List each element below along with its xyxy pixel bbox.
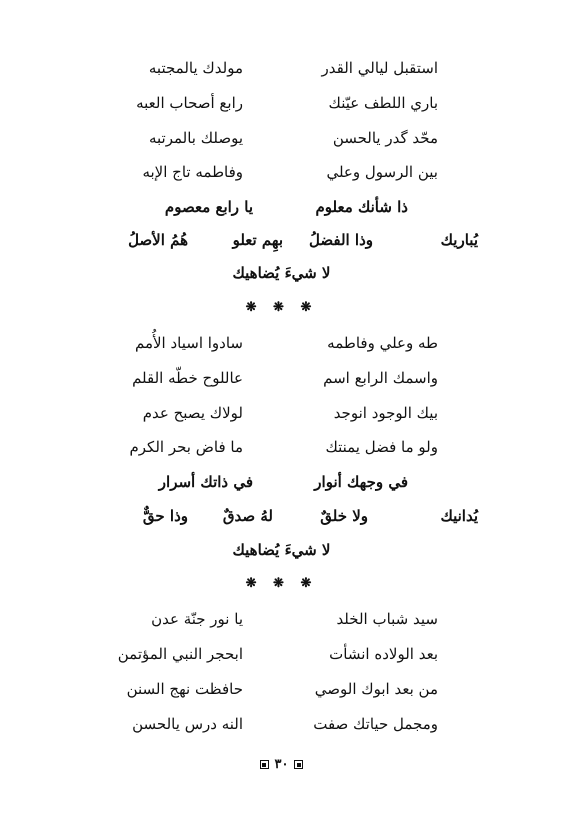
verse-right: ولو ما فضل يمنتك [325,438,438,456]
refrain-word: ولا خلقٌ [320,507,368,525]
verse-right: طه وعلي وفاطمه [327,334,438,352]
verse-left: مولدك يالمجتبه [148,59,243,77]
ornament-box-icon [294,760,303,769]
verse-right: بين الرسول وعلي [326,163,438,181]
verse-left: ابحجر النبي المؤتمن [117,645,243,663]
verse-left: رابع أصحاب العبه [136,94,243,112]
ornament-box-icon [260,760,269,769]
verse-right: ومجمل حياتك صفت [313,715,438,733]
refrain-word: هُمُ الأصلُ [128,231,188,249]
verse-left: لولاك يصبح عدم [142,404,243,422]
verse-right: سيد شباب الخلد [336,610,438,628]
verse-right: من بعد ابوك الوصي [314,680,438,698]
verse-right: باري اللطف عيّنك [328,94,438,112]
verse-left: ما فاض بحر الكرم [129,438,243,456]
verse-left: يا نور جنّة عدن [151,610,243,628]
page-number-value: ٣٠ [274,757,289,772]
verse-right: واسمك الرابع اسم [323,369,438,387]
verse-right: بعد الولاده انشأت [329,645,438,663]
refrain-word: وذا حقٌّ [142,507,188,525]
refrain-right: ذا شأنك معلوم [315,198,408,216]
verse-left: النه درس يالحسن [132,715,243,733]
verse-left: حافظت نهج السنن [126,680,243,698]
refrain-left: في ذاتك أسرار [158,473,253,491]
refrain-left: يا رابع معصوم [164,198,253,216]
verse-right: استقبل ليالي القدر [321,59,438,77]
refrain-word: لهُ صدقٌ [222,507,273,525]
refrain-word: بهِم تعلو [232,231,283,249]
verse-left: عاللوح خطّه القلم [132,369,243,387]
refrain-word: يُباريك [440,231,478,249]
refrain-word: وذا الفضلُ [308,231,373,249]
verse-right: بيك الوجود انوجد [333,404,438,422]
stanza-separator: ❋ ❋ ❋ [245,576,318,591]
refrain-word: يُدانيك [440,507,478,525]
verse-left: يوصلك بالمرتبه [148,129,243,147]
page-number [0,757,563,772]
verse-left: سادوا اسياد الأُمم [134,334,243,352]
verse-right: محّد گدر يالحسن [332,129,438,147]
refrain-closing: لا شيءَ يُضاهيك [232,541,331,559]
refrain-closing: لا شيءَ يُضاهيك [232,264,331,282]
verse-left: وفاطمه تاج الإبه [142,163,243,181]
stanza-separator: ❋ ❋ ❋ [245,300,318,315]
refrain-right: في وجهك أنوار [314,473,408,491]
